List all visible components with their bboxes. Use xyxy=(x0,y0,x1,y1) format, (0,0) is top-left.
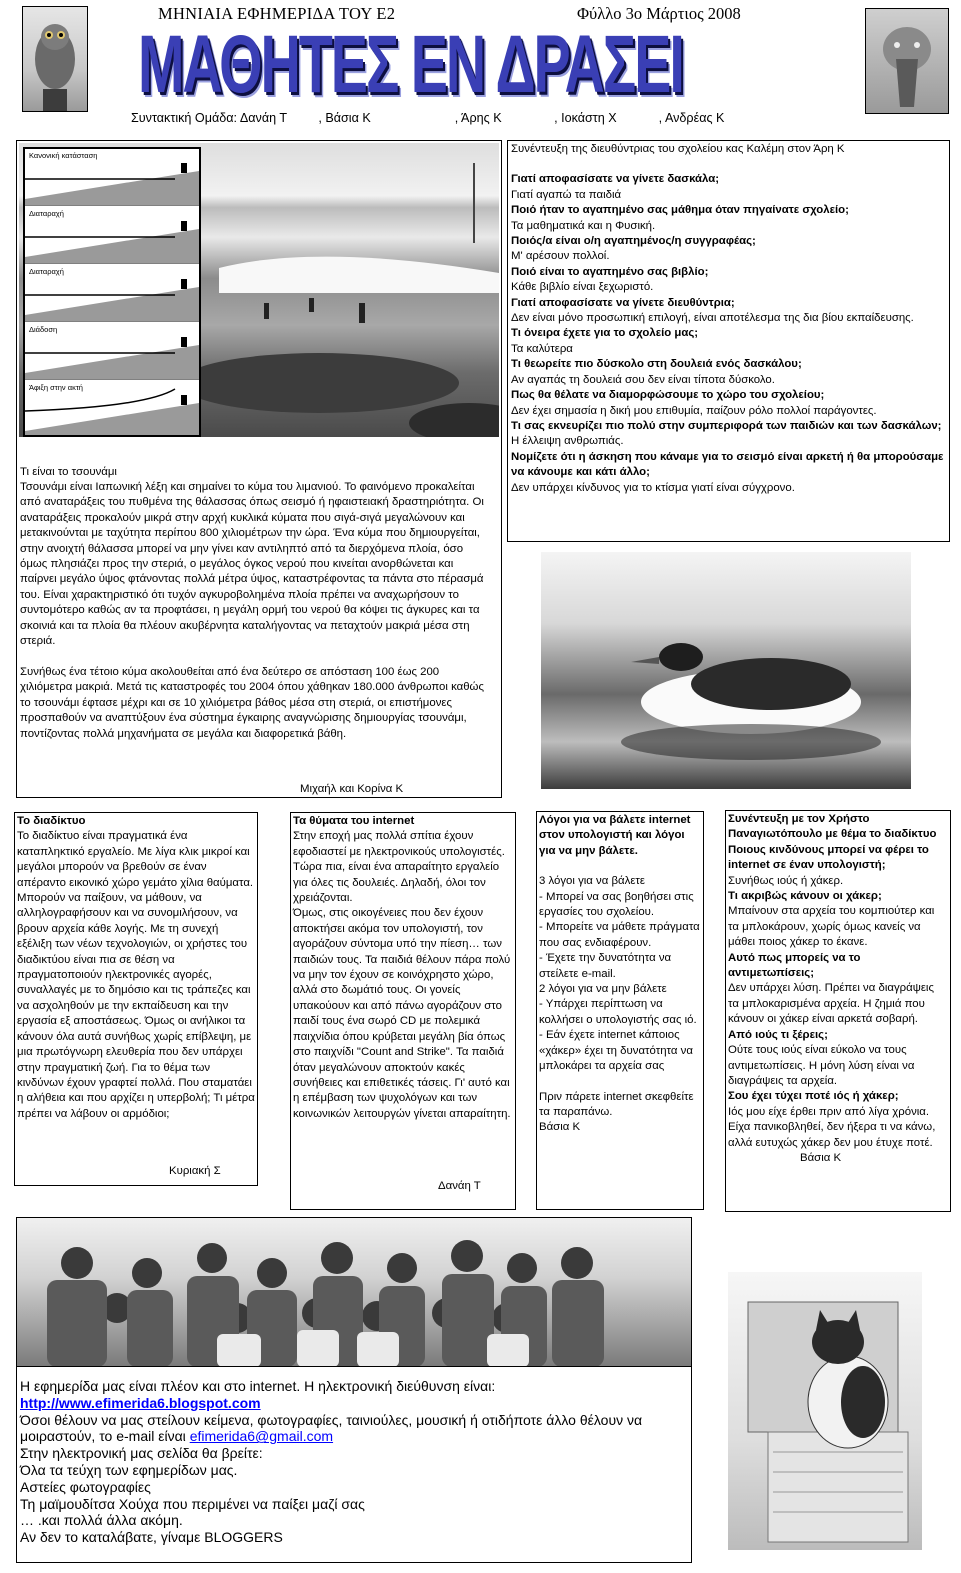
reasons-line: - Μπορεί να σας βοηθήσει στις εργασίες του σχολείου. xyxy=(539,890,694,919)
article-title: Το διαδίκτυο xyxy=(17,815,86,827)
tsunami-article xyxy=(16,140,502,798)
announcement-line: Αν δεν το καταλάβατε, γίναμε BLOGGERS xyxy=(20,1529,283,1546)
announcement-line: Αστείες φωτογραφίες xyxy=(20,1478,151,1495)
tsunami-paragraph: Τσουνάμι είναι Ιαπωνική λέξη και σημαίνει το κύμα του λιμανιού. Το φαινόμενο προκαλείται από αναταράξεις του πυθμένα της θάλασσας όπως σεισμό ή ηφαιστειακή δραστηριότητα. Οι αναταράξεις προκαλούν μικρά στην αρχή κυκλικά κύματα που σιγά-σιγά μεγαλώνουν και μετακινούνται με ταχύτητα περίπου 800 χιλιομέτρων την ώρα. Ένα κύμα που δημιουργείται, στην ανοιχτή θάλασσα μπορεί να μην γίνει καν αντιληπτό από τα διερχόμενα πλοία, όσο όμως πλησιάζει προς την στεριά, ο μεγάλος όγκος νερού που κινείται ανορθώνεται και παίρνει μεγάλο ύψος φτάνοντας πολλά μέτρα ύψος, καταστρέφοντας τα πάντα στο πέρασμά του. Είναι χαρακτηριστικό ότι τυχόν αγκυροβολημένα πλοία πρέπει να αναχωρήσουν το συντομότερο καθώς αν τα προφτάσει, η μεγάλη ορμή του νερού θα κόψει τις άγκυρες και τα σκοινιά και τα πλοία θα πλέουν ακυβέρνητα καταλήγοντας να πεταχτούν μακριά μέσα στη στεριά. xyxy=(20,481,484,648)
ducks-photo xyxy=(541,552,911,789)
class-photo xyxy=(16,1217,692,1368)
blog-announcement xyxy=(16,1366,692,1563)
interview-answer: Δεν είναι μόνο προσωπική επιλογή, είναι αποτέλεσμα της δια βίου εκπαίδευσης. xyxy=(511,312,914,325)
interview-question: Αυτό πως μπορείς να το αντιμετωπίσεις; xyxy=(728,951,861,980)
reasons-article xyxy=(536,811,704,1210)
tsunami-diagram xyxy=(23,147,201,437)
diagram-stage-label: Άφιξη στην ακτή xyxy=(29,383,83,392)
interview-answer: Ούτε τους ιούς είναι εύκολο να τους αντιμετωπίσεις. Η μόνη λύση είναι να διαγράψεις τα αρχεία. xyxy=(728,1044,915,1087)
interview-question: Γιατί αποφασίσατε να γίνετε δασκάλα; xyxy=(511,173,720,186)
cat-photo xyxy=(728,1272,922,1550)
interview-question: Τι ακριβώς κάνουν οι χάκερ; xyxy=(728,890,882,903)
article-author: Δανάη Τ xyxy=(438,1180,481,1192)
interview-question: Νομίζετε ότι η άσκηση που κάναμε για το σεισμό είναι αρκετή ή θα μπορούσαμε να κάνουμε και κάτι άλλο; xyxy=(511,450,944,479)
reasons-line: - Μπορείτε να μάθετε πράγματα που σας ενδιαφέρουν. xyxy=(539,921,700,949)
owl-photo xyxy=(22,6,88,112)
interview-qa-list xyxy=(511,172,946,496)
internet-article xyxy=(14,812,258,1186)
masthead-title: ΜΑΘΗΤΕΣ ΕΝ ΔΡΑΣΕΙ xyxy=(138,19,683,110)
interview-answer: Αν αγαπάς τη δουλειά σου δεν είναι τίποτα δύσκολο. xyxy=(511,373,775,386)
internet-victims-article xyxy=(290,812,516,1210)
interview-answer: Ιός μου είχε έρθει πριν από λίγα χρόνια. Είχα πανικοβληθεί, δεν ήξερα τι να κάνω, αλλά ευτυχώς χάκερ δεν μου έτυχε ποτέ. xyxy=(728,1105,936,1149)
interview-answer: Μπαίνουν στα αρχεία του κομπιούτερ και τα μπλοκάρουν, χωρίς όμως κανείς να μάθει ποιος χάκερ το έκανε. xyxy=(728,905,935,949)
interview-question: Από ιούς τι ξέρεις; xyxy=(728,1028,828,1041)
announcement-line: Τη μαϊμουδίτσα Χούχα που περιμένει να παίξει μαζί σας xyxy=(20,1495,365,1512)
interview-answer: Η έλλειψη ανθρωπιάς. xyxy=(511,435,624,448)
interview-question: Ποιός/α είναι ο/η αγαπημένος/η συγγραφέας; xyxy=(511,235,756,248)
tsunami-author: Μιχαήλ και Κορίνα Κ xyxy=(300,783,404,795)
reasons-line: 3 λόγοι για να βάλετε xyxy=(539,875,645,888)
interview-question: Πως θα θέλατε να διαμορφώσουμε το χώρο του σχολείου; xyxy=(511,389,825,402)
reasons-line: - Έχετε την δυνατότητα να στείλετε e-mail. xyxy=(539,952,672,980)
reasons-line: Πριν πάρετε internet σκεφθείτε τα παραπάνω. xyxy=(539,1090,694,1118)
reasons-line xyxy=(539,859,701,874)
diagram-stage-label: Διαταραχή xyxy=(29,209,64,218)
diagram-stage-label: Διάδοση xyxy=(29,325,58,334)
reasons-line: 2 λόγοι για να μην βάλετε xyxy=(539,983,667,996)
interview-answer: Τα καλύτερα xyxy=(511,342,573,355)
interview-question: Τι θεωρείτε πιο δύσκολο στη δουλειά ενός δασκάλου; xyxy=(511,358,802,371)
interview-question: Γιατί αποφασίσατε να γίνετε διευθύντρια; xyxy=(511,296,735,309)
interview-answer: Δεν έχει σημασία η δική μου επιθυμία, παίζουν ρόλο πολλοί παράγοντες. xyxy=(511,404,877,417)
article-title: Συνέντευξη με τον Χρήστο Παναγιωτόπουλο με θέμα το διαδίκτυο xyxy=(728,813,937,841)
interview-question: Σου έχει τύχει ποτέ ιός ή χάκερ; xyxy=(728,1090,899,1103)
article-body: Το διαδίκτυο είναι πραγματικά ένα καταπληκτικό εργαλείο. Με λίγα κλικ μικροί και μεγάλοι μπορούν να βρεθούν σε έναν απέραντο εικονικό χώρο γεμάτο χίλια θαύματα. Μπορούν να παίξουν, να μάθουν, να αλληλογραφήσουν και να συνομιλήσουν, να βρουν αρχεία κάθε λογής. Με τη συνεχή εξέλιξη των νέων τεχνολογιών, οι χρήστες του διαδικτύου είναι πια σε θέση να πραγματοποιούν ηλεκτρονικές αγορές, συναλλαγές με το δημόσιο και τις τράπεζες και να ασχοληθούν με την εκπαίδευση και την εργασία εξ αποστάσεως. Όμως οι ανήλικοι τα κάνουν όλα αυτά συνήθως χωρίς επίβλεψη, με μια πρωτόγνωρη ελευθερία που δεν υπάρχει στην πραγματική ζωή. Για το θέμα των κινδύνων έχουν γραφτεί πολλά. Που σταματάει η αλήθεια και που αρχίζει η υπερβολή; Τι μέτρα πρέπει να λάβουν οι αρμόδιοι; xyxy=(17,830,255,1120)
tsunami-paragraph: Συνήθως ένα τέτοιο κύμα ακολουθείται από ένα δεύτερο σε απόσταση 100 έως 200 χιλιόμετρα μακριά. Μετά τις καταστροφές του 2004 όπου χάθηκαν 180.000 άνθρωποι καθώς το τσουνάμι έφτασε μέχρι και σε 10 χιλιόμετρα βάθος μέσα στη στεριά, οι επιστήμονες προσπαθούν να αναπτύξουν ένα σύστημα έγκαιρης αναγνώρισης δημιουργίας τσουνάμι, ποντίζοντας πολλά μηχανήματα σε μεγάλα και διαφορετικά βάθη. xyxy=(20,666,484,740)
interview-answer: Μ' αρέσουν πολλοί. xyxy=(511,250,610,263)
interview-answer: Κάθε βιβλίο είναι ξεχωριστό. xyxy=(511,281,654,294)
interview-answer: Δεν υπάρχει λύση. Πρέπει να διαγράψεις τα μπλοκαρισμένα αρχεία. Η ζημιά που κάνουν οι χάκερ είναι αρκετά σοβαρή. xyxy=(728,982,934,1026)
article-title: Τα θύματα του internet xyxy=(293,815,415,827)
hackers-interview xyxy=(725,810,951,1212)
interview-question: Ποιό είναι το αγαπημένο σας βιβλίο; xyxy=(511,265,709,278)
tsunami-heading: Τι είναι το τσουνάμι xyxy=(20,466,117,478)
article-title: Λόγοι για να βάλετε internet στον υπολογιστή και λόγοι για να μην βάλετε. xyxy=(539,814,691,857)
reasons-line xyxy=(539,1075,701,1090)
article-author: Κυριακή Σ xyxy=(169,1165,221,1177)
reasons-line: - Εάν έχετε internet κάποιος «χάκερ» έχει τη δυνατότητα να μπλοκάρει τα αρχεία σας xyxy=(539,1029,693,1073)
diagram-stage-label: Διαταραχή xyxy=(29,267,64,276)
article-body: Στην εποχή μας πολλά σπίτια έχουν εφοδιαστεί με ηλεκτρονικούς υπολογιστές. Τώρα πια, είναι ένα απαραίτητο εργαλείο για όλες τις δουλειές. Δηλαδή, όλοι τον χρειάζονται. Όμως, στις οικογένειες που δεν έχουν αποκτήσει ακόμα τον υπολογιστή, τον αγοράζουν σύντομα υπό την πίεση… των παιδιών τους. Τα παιδιά θέλουν πάρα πολύ να μην τον έχουν σε κοινόχρηστο χώρο, αλλά στο δωμάτιό τους. Οι γονείς υπακούουν και από πάνω αγοράζουν στο παιδί τους ένα σωρό CD με πολεμικά παιχνίδια όπου κρύβεται μεγάλη βία όπως στο παιχνίδι "Count and Strike". Τα παιδιά όταν μεγαλώνουν αποκτούν κακές συνήθειες και επιθετικές τάσεις. Γι' αυτό και η επέμβαση των ψυχολόγων και των κοινωνικών λειτουργών γίνεται απαραίτητη. xyxy=(293,830,511,1120)
email-link[interactable]: efimerida6@gmail.com xyxy=(189,1428,334,1445)
interview-answer: Συνήθως ιούς ή χάκερ. xyxy=(728,874,844,887)
editorial-team: Συντακτική Ομάδα: Δανάη Τ , Βάσια Κ , Άρης Κ , Ιοκάστη Χ , Ανδρέας Κ xyxy=(131,111,725,125)
announcement-line: Η εφημερίδα μας είναι πλέον και στο internet. Η ηλεκτρονική διεύθυνση είναι: xyxy=(20,1378,496,1394)
blog-link[interactable]: http://www.efimerida6.blogspot.com xyxy=(20,1394,261,1411)
interview-answer: Γιατί αγαπώ τα παιδιά xyxy=(511,188,622,201)
issue-info: Φύλλο 3ο Μάρτιος 2008 xyxy=(577,4,741,23)
reasons-author: Βάσια Κ xyxy=(539,1121,581,1134)
interview-question: Τι σας εκνευρίζει πιο πολύ στην συμπεριφορά των παιδιών και των δασκάλων; xyxy=(511,419,942,432)
interview-question: Ποιό ήταν το αγαπημένο σας μάθημα όταν πηγαίνατε σχολείο; xyxy=(511,204,849,217)
principal-interview xyxy=(507,140,950,542)
interview-question: Τι όνειρα έχετε για το σχολείο μας; xyxy=(511,327,699,340)
interview-question: Ποιους κινδύνους μπορεί να φέρει το internet σε έναν υπολογιστή; xyxy=(728,843,929,872)
shoebill-photo xyxy=(865,8,949,114)
header-left-caption: ΜΗΝΙΑΙΑ ΕΦΗΜΕΡΙΔΑ ΤΟΥ Ε2 xyxy=(158,4,396,23)
announcement-line: Όσοι θέλουν να μας στείλουν κείμενα, φωτογραφίες, ταινιούλες, μουσική ή οτιδήποτε άλλο θέλουν να μοιραστούν, το e-mail είναι efimerida6@gmail.com xyxy=(20,1411,643,1445)
interview-intro: Συνέντευξη της διευθύντριας του σχολείου κας Καλέμη στον Άρη Κ xyxy=(511,143,845,155)
announcement-line: Όλα τα τεύχη των εφημερίδων μας. xyxy=(20,1461,238,1478)
announcement-line: … .και πολλά άλλα ακόμη. xyxy=(20,1512,183,1529)
interview-answer: Τα μαθηματικά και η Φυσική. xyxy=(511,219,656,232)
article-author: Βάσια Κ xyxy=(800,1151,842,1164)
diagram-stage-label: Κανονική κατάσταση xyxy=(29,151,98,160)
announcement-line: Στην ηλεκτρονική μας σελίδα θα βρείτε: xyxy=(20,1445,263,1462)
reasons-line: - Υπάρχει περίπτωση να κολλήσει ο υπολογιστής σας ιό. xyxy=(539,998,697,1026)
interview-answer: Δεν υπάρχει κίνδυνος για το κτίσμα γιατί είναι σύγχρονο. xyxy=(511,481,795,494)
